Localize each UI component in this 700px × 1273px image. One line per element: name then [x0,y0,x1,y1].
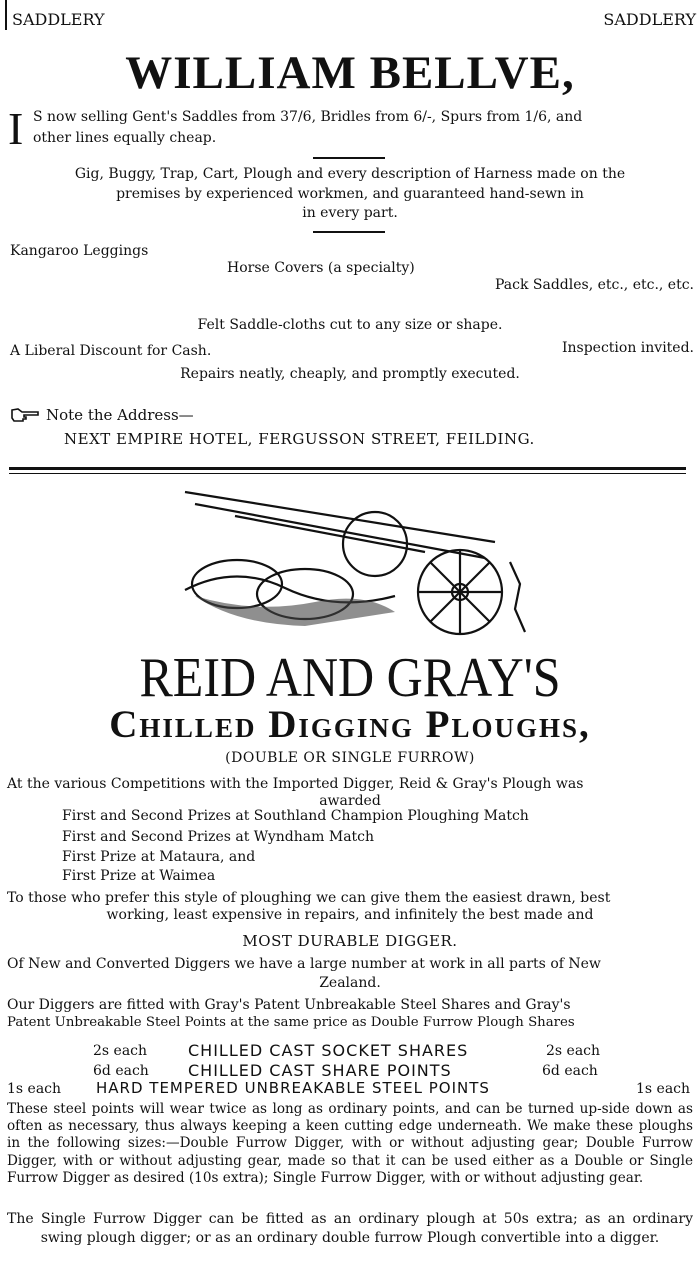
header-right: SADDLERY [603,10,696,29]
horse-covers: Horse Covers (a specialty) [227,260,415,276]
prefer-line1: To those who prefer this style of ploughing we can give them the easiest drawn, best [7,890,611,906]
digging-plough-illustration [165,484,545,654]
pointing-hand-icon [10,406,40,424]
plough-title: REID AND GRAY'S [139,645,561,709]
furrow-type: (DOUBLE OR SINGLE FURROW) [225,750,475,766]
competitions-line1: At the various Competitions with the Imported Digger, Reid & Gray's Plough was [7,776,584,792]
price-right: 1s each [636,1081,691,1097]
harness-line2: premises by experienced workmen, and guaranteed hand-sewn in [116,186,584,202]
harness-line1: Gig, Buggy, Trap, Cart, Plough and every description of Harness made on the [74,166,626,182]
felt-saddle-cloths: Felt Saddle-cloths cut to any size or shape. [197,317,503,333]
cash-discount: A Liberal Discount for Cash. [10,343,212,359]
price-right: 2s each [546,1043,601,1059]
price-item: CHILLED CAST SOCKET SHARES [188,1041,469,1060]
shop-address: NEXT EMPIRE HOTEL, FERGUSSON STREET, FEILDING. [64,430,535,448]
divider [313,231,385,233]
inspection-invited: Inspection invited. [561,340,694,356]
price-item: HARD TEMPERED UNBREAKABLE STEEL POINTS [96,1079,490,1097]
prize-item: First and Second Prizes at Southland Champion Ploughing Match [62,808,529,824]
section-rule [9,467,686,470]
fitted-line2: Patent Unbreakable Steel Points at the same price as Double Furrow Plough Shares [7,1015,575,1030]
intro-line1: S now selling Gent's Saddles from 37/6, Bridles from 6/-, Spurs from 1/6, and [33,109,583,125]
prize-item: First Prize at Mataura, and [62,849,256,865]
steel-points-paragraph: These steel points will wear twice as long as ordinary points, and can be turned up-side down as often as necessary, thus always keeping a keen cutting edge underneath. We make these ploughs in the following sizes:—Double Furrow Digger, with or without adjusting gear; Double Furrow Digger, with or without adjusting gear, made so that it can be used either as a Double or Single Furrow Digger as desired (10s extra); Single Furrow Digger, with or without adjusting gear. [7,1101,693,1186]
price-left: 2s each [93,1043,148,1059]
single-furrow-paragraph: The Single Furrow Digger can be fitted as an ordinary plough at 50s extra; as an ordinary swing plough digger; or as an ordinary double furrow Plough convertible into a digger. [7,1211,693,1246]
merchant-title: WILLIAM BELLVE, [125,47,575,99]
competitions-line2: awarded [319,793,381,809]
repairs-line: Repairs neatly, cheaply, and promptly executed. [180,366,520,382]
header-left: SADDLERY [12,10,105,29]
kangaroo-leggings: Kangaroo Leggings [10,243,149,259]
section-rule [9,473,686,474]
price-left: 1s each [7,1081,62,1097]
prize-item: First Prize at Waimea [62,868,216,884]
left-border [5,0,7,30]
new-diggers-line1: Of New and Converted Diggers we have a large number at work in all parts of New [7,956,601,972]
plough-subtitle: Chilled Digging Ploughs, [109,703,591,746]
intro-dropcap: I [8,103,24,154]
new-diggers-line2: Zealand. [319,975,381,991]
price-right: 6d each [542,1063,598,1079]
intro-line2: other lines equally cheap. [33,130,217,146]
note-address: Note the Address— [46,406,194,424]
divider [313,157,385,159]
fitted-line1: Our Diggers are fitted with Gray's Patent Unbreakable Steel Shares and Gray's [7,997,571,1013]
price-item: CHILLED CAST SHARE POINTS [188,1061,452,1080]
price-left: 6d each [93,1063,149,1079]
harness-line3: in every part. [302,205,398,221]
prefer-line2: working, least expensive in repairs, and infinitely the best made and [106,907,594,923]
pack-saddles: Pack Saddles, etc., etc., etc. [494,277,694,293]
most-durable: MOST DURABLE DIGGER. [242,932,458,950]
prize-item: First and Second Prizes at Wyndham Match [62,829,375,845]
